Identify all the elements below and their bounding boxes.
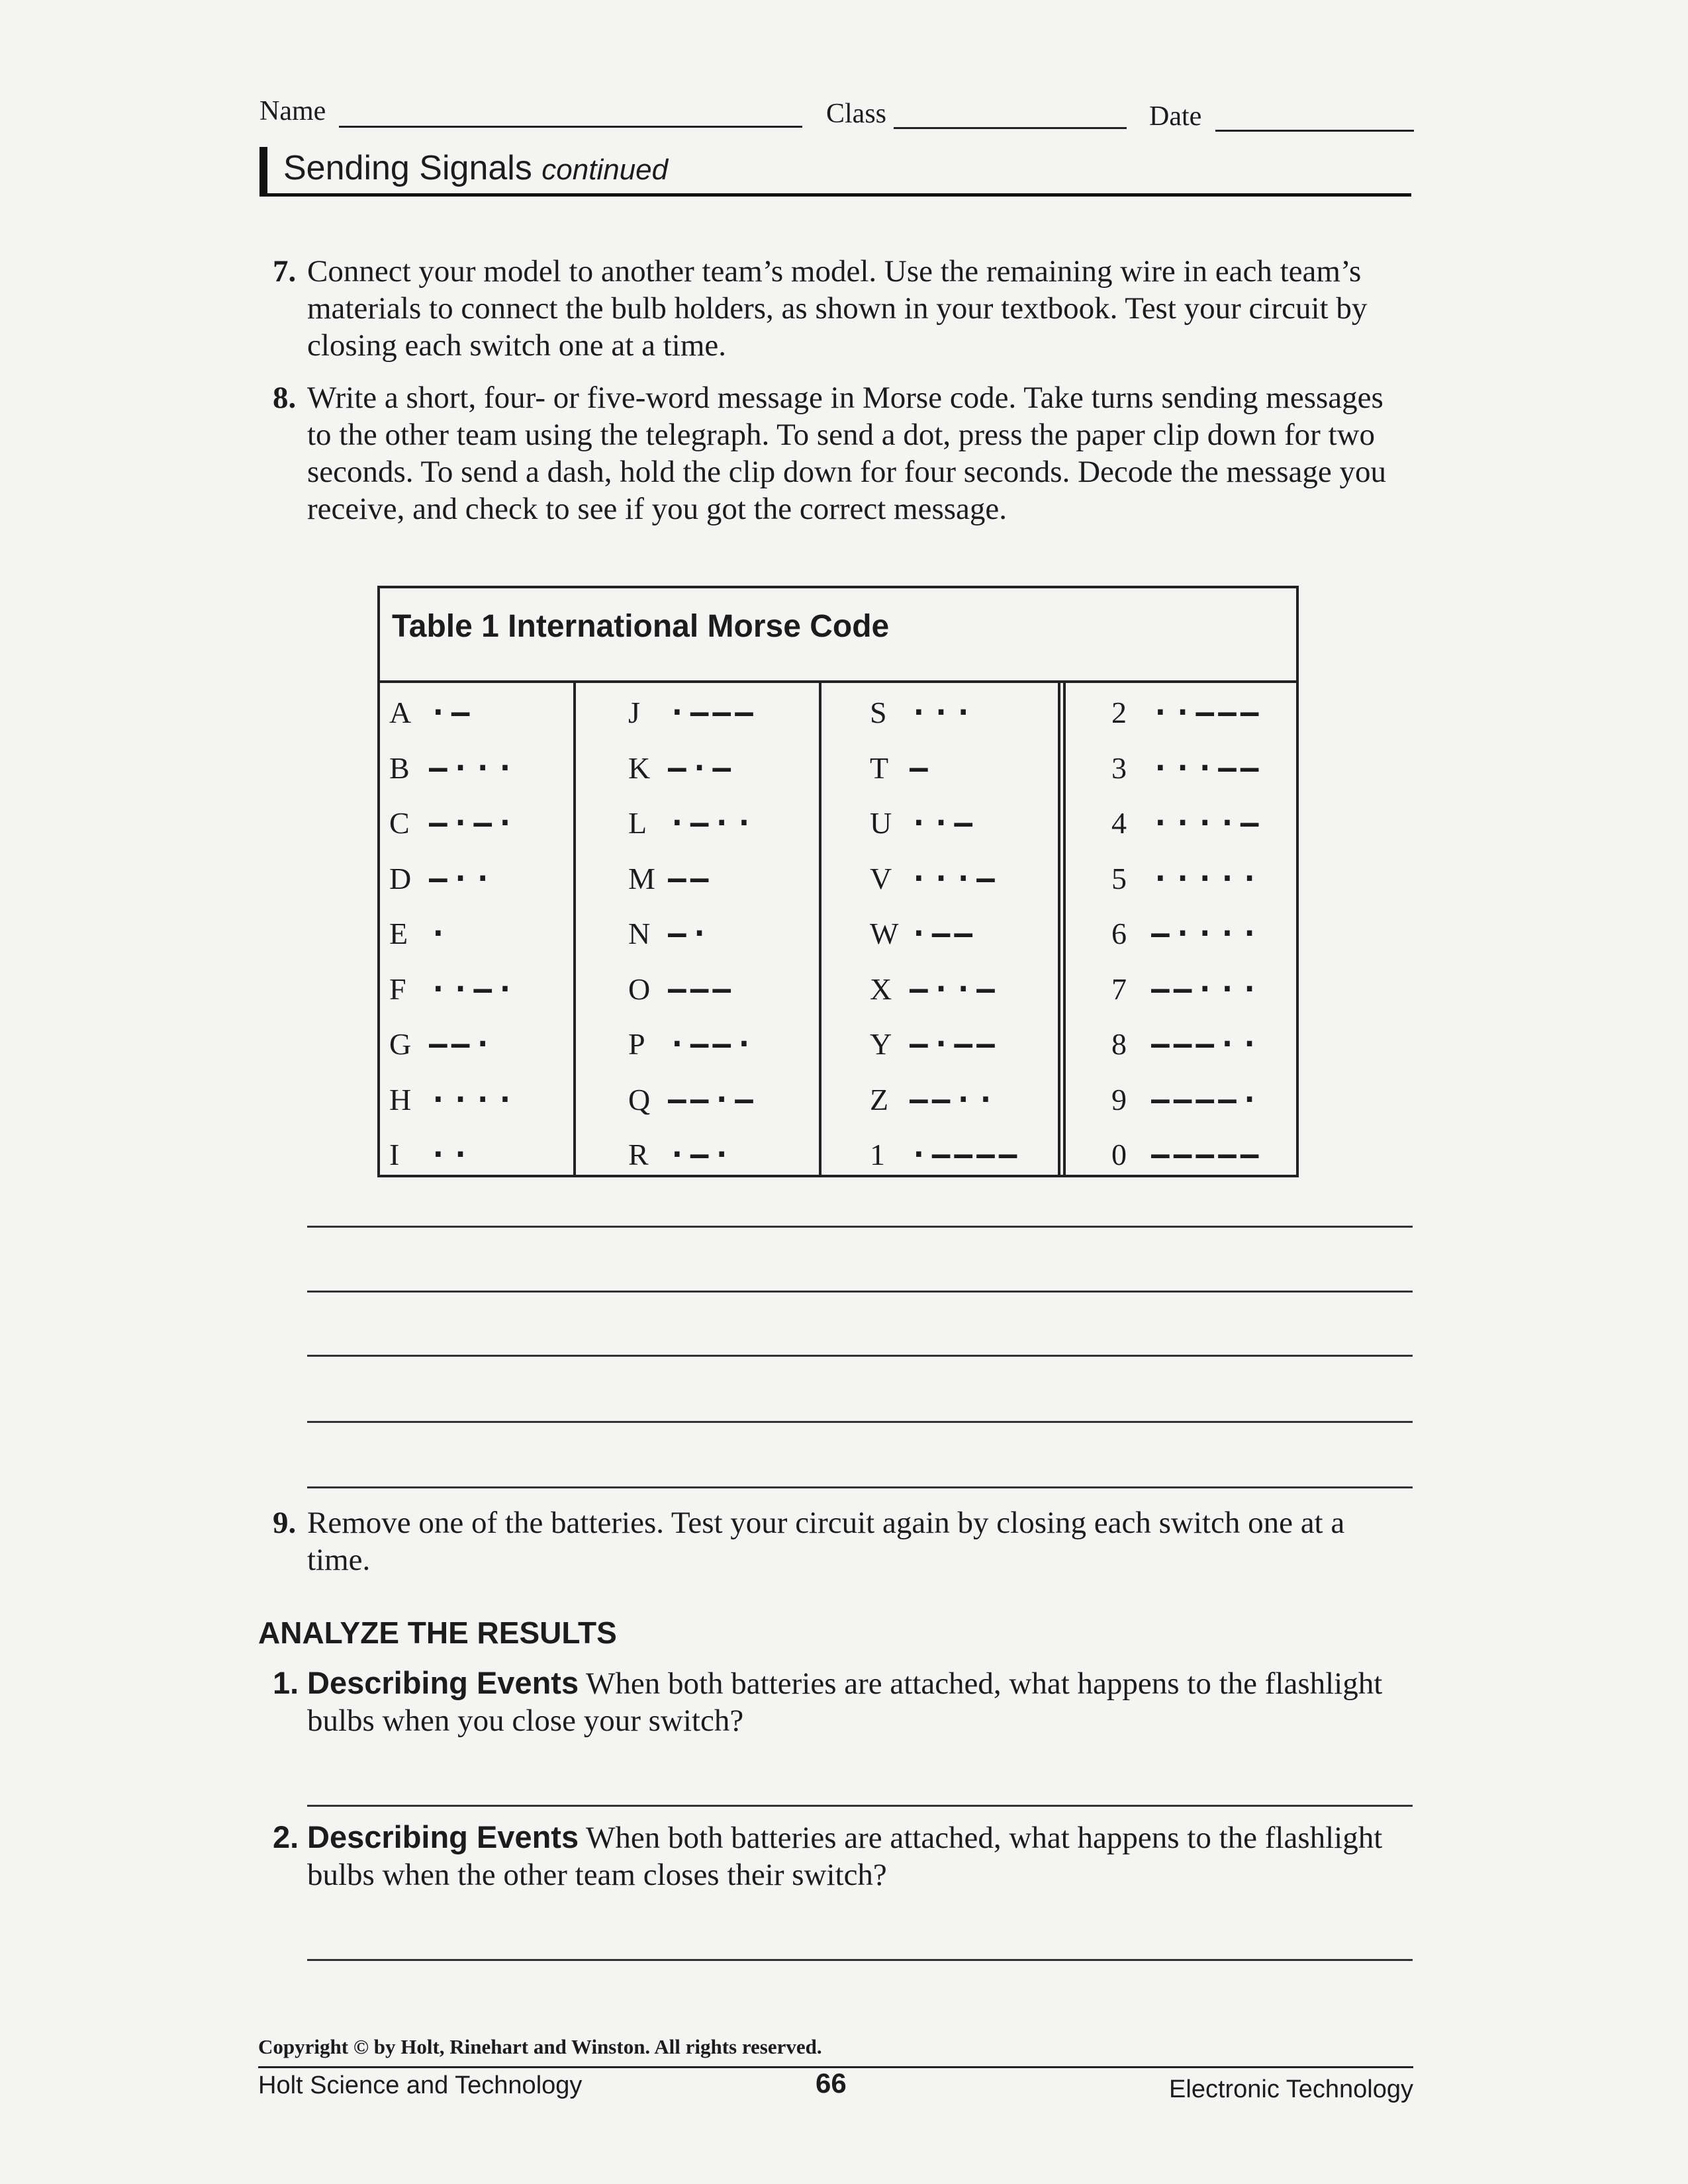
letter: 5 — [1111, 861, 1127, 895]
letter: B — [389, 751, 410, 785]
letter: S — [870, 696, 887, 729]
column-divider — [1058, 680, 1060, 1175]
morse-column — [389, 694, 518, 1192]
page-title — [283, 148, 668, 188]
letter: F — [389, 972, 406, 1006]
step-number: 8. — [273, 381, 297, 415]
step-text: Write a short, four- or five-word message in Morse code. Take turns sending messages to the other team using the telegraph. To send a dot, press the paper clip down for two seconds. To send a dash, hold the clip down for four seconds. Decode the message you receive, and check to see if you got the correct message. — [307, 381, 1387, 526]
letter: O — [628, 972, 651, 1006]
morse-row — [870, 1026, 1021, 1081]
morse-column — [870, 694, 1021, 1192]
class-label: Class — [826, 99, 887, 129]
date-field[interactable] — [1215, 130, 1414, 132]
morse-row — [389, 971, 518, 1026]
morse-row — [389, 1026, 518, 1081]
code: ––· — [429, 1026, 496, 1062]
footer-chapter: Electronic Technology — [1169, 2075, 1413, 2103]
morse-row — [389, 1136, 518, 1192]
code: ·–– — [910, 915, 977, 951]
letter: 7 — [1111, 972, 1127, 1006]
letter: A — [389, 696, 412, 729]
letter: X — [870, 972, 892, 1006]
question-number: 2. — [273, 1819, 299, 1854]
step-text: Connect your model to another team’s model. Use the remaining wire in each team’s materials to connect the bulb holders, as shown in your textbook. Test your circuit by closing each switch one at a time. — [307, 254, 1368, 363]
code: –·– — [668, 749, 735, 786]
letter: 6 — [1111, 917, 1127, 950]
letter: E — [389, 917, 408, 950]
code: ––·– — [668, 1081, 757, 1117]
letter: Z — [870, 1082, 889, 1116]
morse-row — [389, 1081, 518, 1137]
answer-line[interactable] — [307, 1421, 1413, 1423]
morse-column — [628, 694, 757, 1192]
morse-row — [870, 694, 1021, 750]
morse-row — [1111, 805, 1262, 860]
letter: V — [870, 861, 892, 895]
question-lead: Describing Events — [307, 1665, 579, 1700]
morse-row — [628, 805, 757, 860]
morse-row — [628, 750, 757, 805]
answer-line[interactable] — [307, 1959, 1413, 1961]
column-divider — [819, 680, 821, 1175]
code: ·––· — [668, 1026, 757, 1062]
name-field[interactable] — [339, 126, 802, 128]
letter: K — [628, 751, 651, 785]
code: ···– — [910, 860, 999, 896]
code: ––·· — [910, 1081, 999, 1117]
morse-row — [628, 1136, 757, 1192]
class-field[interactable] — [894, 127, 1127, 129]
code: ––– — [668, 970, 735, 1007]
morse-row — [628, 694, 757, 750]
code: –––·· — [1151, 1026, 1263, 1062]
morse-row — [870, 860, 1021, 916]
name-label: Name — [259, 96, 326, 126]
answer-line[interactable] — [307, 1805, 1413, 1807]
code: – — [910, 749, 932, 786]
step-text: Remove one of the batteries. Test your circuit again by closing each switch one at a time. — [307, 1506, 1345, 1577]
letter: 1 — [870, 1138, 885, 1171]
code: ··– — [910, 805, 977, 841]
step-7 — [273, 253, 1411, 364]
morse-row — [1111, 1081, 1262, 1137]
morse-row — [1111, 971, 1262, 1026]
table-header-divider — [380, 680, 1296, 683]
question-text: When both batteries are attached, what happens to the flashlight bulbs when the other team closes their switch? — [307, 1821, 1383, 1892]
letter: U — [870, 806, 892, 840]
section-heading: ANALYZE THE RESULTS — [258, 1615, 617, 1650]
letter: M — [628, 861, 655, 895]
morse-row — [870, 1081, 1021, 1137]
column-divider — [573, 680, 576, 1175]
letter: G — [389, 1027, 412, 1061]
question-text: When both batteries are attached, what happens to the flashlight bulbs when you close your switch? — [307, 1666, 1383, 1738]
morse-row — [628, 1081, 757, 1137]
letter: 8 — [1111, 1027, 1127, 1061]
morse-row — [389, 694, 518, 750]
letter: C — [389, 806, 410, 840]
morse-row — [1111, 1026, 1262, 1081]
code: –– — [668, 860, 713, 896]
letter: T — [870, 751, 889, 785]
morse-column — [1111, 694, 1262, 1192]
code: –·–· — [429, 805, 518, 841]
date-label: Date — [1149, 101, 1202, 132]
question-number: 1. — [273, 1665, 299, 1700]
morse-row — [389, 750, 518, 805]
letter: D — [389, 861, 412, 895]
step-9 — [273, 1504, 1411, 1578]
letter: 2 — [1111, 696, 1127, 729]
morse-row — [1111, 750, 1262, 805]
morse-row — [389, 915, 518, 971]
code: –··– — [910, 970, 999, 1007]
letter: J — [628, 696, 640, 729]
letter: 0 — [1111, 1138, 1127, 1171]
code: ·–· — [668, 1136, 735, 1172]
code: ····· — [1151, 860, 1263, 896]
code: –·· — [429, 860, 496, 896]
answer-line[interactable] — [307, 1226, 1413, 1228]
step-number: 9. — [273, 1506, 297, 1540]
letter: Y — [870, 1027, 892, 1061]
title-suffix: continued — [541, 154, 669, 186]
code: ·––– — [668, 694, 757, 730]
morse-row — [870, 750, 1021, 805]
morse-code-table — [377, 586, 1299, 1177]
code: ––––· — [1151, 1081, 1263, 1117]
code: · — [429, 915, 451, 951]
title-text: Sending Signals — [283, 149, 532, 187]
answer-line[interactable] — [307, 1486, 1413, 1488]
question-lead: Describing Events — [307, 1819, 579, 1854]
morse-row — [870, 805, 1021, 860]
morse-row — [1111, 860, 1262, 916]
morse-row — [870, 915, 1021, 971]
page-number: 66 — [816, 2068, 847, 2099]
morse-row — [628, 971, 757, 1026]
code: ··· — [910, 694, 977, 730]
code: –···· — [1151, 915, 1263, 951]
letter: 3 — [1111, 751, 1127, 785]
step-number: 7. — [273, 254, 297, 289]
code: ·–––– — [910, 1136, 1021, 1172]
morse-row — [628, 860, 757, 916]
code: ·– — [429, 694, 474, 730]
step-8 — [273, 379, 1411, 527]
morse-row — [389, 805, 518, 860]
question-2 — [273, 1819, 1411, 1893]
letter: 4 — [1111, 806, 1127, 840]
letter: Q — [628, 1082, 651, 1116]
title-bar-accent — [259, 147, 267, 195]
letter: P — [628, 1027, 645, 1061]
code: –·–– — [910, 1026, 999, 1062]
letter: H — [389, 1082, 412, 1116]
letter: L — [628, 806, 647, 840]
question-text-block — [307, 1664, 1411, 1739]
copyright: Copyright © by Holt, Rinehart and Winston. All rights reserved. — [258, 2035, 822, 2058]
letter: R — [628, 1138, 649, 1171]
question-text-block — [307, 1819, 1411, 1893]
morse-row — [1111, 1136, 1262, 1192]
code: ·–·· — [668, 805, 757, 841]
letter: N — [628, 917, 651, 950]
letter: 9 — [1111, 1082, 1127, 1116]
code: ··––– — [1151, 694, 1263, 730]
title-rule — [259, 193, 1411, 197]
question-1 — [273, 1664, 1411, 1739]
code: ––––– — [1151, 1136, 1263, 1172]
code: ·· — [429, 1136, 474, 1172]
answer-line[interactable] — [307, 1355, 1413, 1357]
morse-row — [870, 971, 1021, 1026]
morse-row — [1111, 915, 1262, 971]
morse-row — [628, 1026, 757, 1081]
table-title: Table 1 International Morse Code — [392, 609, 890, 644]
code: ··–· — [429, 970, 518, 1007]
code: ····– — [1151, 805, 1263, 841]
code: ···· — [429, 1081, 518, 1117]
morse-row — [1111, 694, 1262, 750]
letter: W — [870, 917, 899, 950]
answer-line[interactable] — [307, 1291, 1413, 1293]
footer-book-title: Holt Science and Technology — [258, 2071, 583, 2099]
code: ···–– — [1151, 749, 1263, 786]
morse-row — [870, 1136, 1021, 1192]
morse-row — [628, 915, 757, 971]
code: –· — [668, 915, 713, 951]
morse-row — [389, 860, 518, 916]
column-divider — [1063, 680, 1066, 1175]
code: –··· — [429, 749, 518, 786]
code: ––··· — [1151, 970, 1263, 1007]
letter: I — [389, 1138, 400, 1171]
